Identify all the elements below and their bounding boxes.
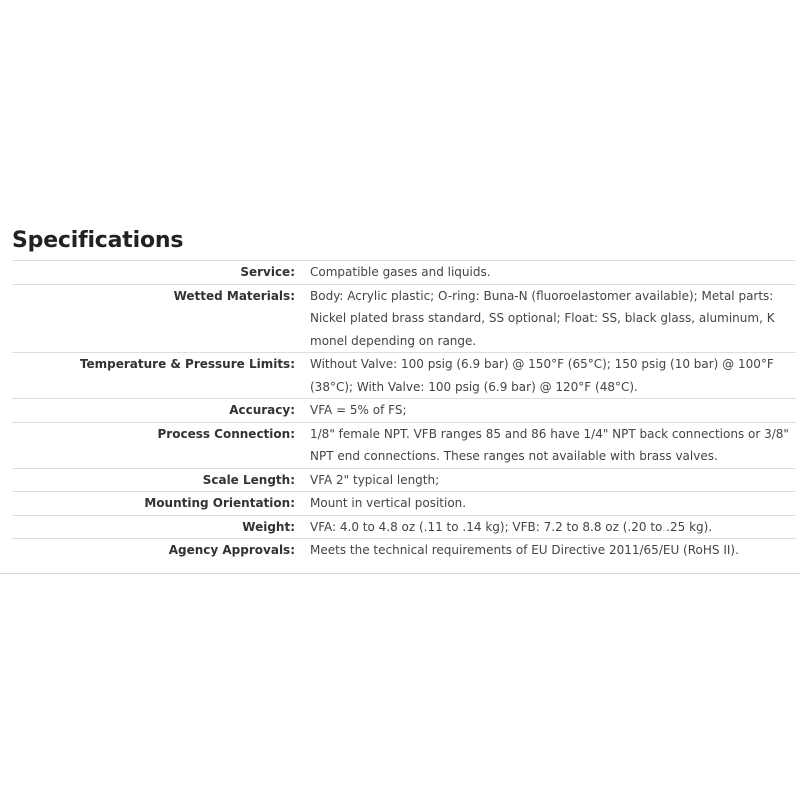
section-divider xyxy=(0,573,800,574)
spec-label: Weight: xyxy=(242,519,295,534)
spec-label: Accuracy: xyxy=(229,403,295,417)
spec-value: Mount in vertical position. xyxy=(310,496,467,510)
spec-row-wetted-materials xyxy=(12,284,796,353)
spec-label: Mounting Orientation: xyxy=(144,496,295,510)
spec-value: Without Valve: 100 psig (6.9 bar) @ 150°F (65°C); 150 psig (10 bar) @ 100°F (38°C); With Valve: 100 psig (6.9 bar) @ 120°F (48°C). xyxy=(310,357,774,394)
spec-value: VFA: 4.0 to 4.8 oz (.11 to .14 kg); VFB: 7.2 to 8.8 oz (.20 to .25 kg). xyxy=(310,519,713,534)
spec-label: Service: xyxy=(240,265,295,279)
spec-row-weight xyxy=(12,515,796,539)
spec-value: 1/8" female NPT. VFB ranges 85 and 86 have 1/4" NPT back connections or 3/8" NPT end connections. These ranges not available with brass valves. xyxy=(310,426,789,463)
spec-row-scale-length xyxy=(12,468,796,492)
spec-label: Process Connection: xyxy=(157,426,295,441)
spec-row-process-connection xyxy=(12,422,796,468)
spec-value: Body: Acrylic plastic; O-ring: Buna-N (fluoroelastomer available); Metal parts: Nickel plated brass standard, SS optional; Float: SS, black glass, aluminum, K monel depending on range. xyxy=(310,288,775,348)
specifications-table xyxy=(12,260,796,562)
section-title: Specifications xyxy=(12,228,184,253)
spec-row-service xyxy=(12,261,796,285)
spec-label: Scale Length: xyxy=(202,472,295,487)
spec-label: Wetted Materials: xyxy=(173,288,295,303)
spec-row-mounting-orientation xyxy=(12,492,796,516)
spec-value: Meets the technical requirements of EU Directive 2011/65/EU (RoHS II). xyxy=(310,543,739,557)
spec-row-accuracy xyxy=(12,399,796,423)
spec-row-temperature-pressure xyxy=(12,353,796,399)
spec-value: VFA = 5% of FS; xyxy=(310,403,407,417)
spec-value: Compatible gases and liquids. xyxy=(310,265,491,279)
spec-label: Agency Approvals: xyxy=(168,543,295,557)
spec-value: VFA 2" typical length; xyxy=(310,472,440,487)
spec-row-agency-approvals xyxy=(12,539,796,562)
spec-label: Temperature & Pressure Limits: xyxy=(79,357,295,371)
